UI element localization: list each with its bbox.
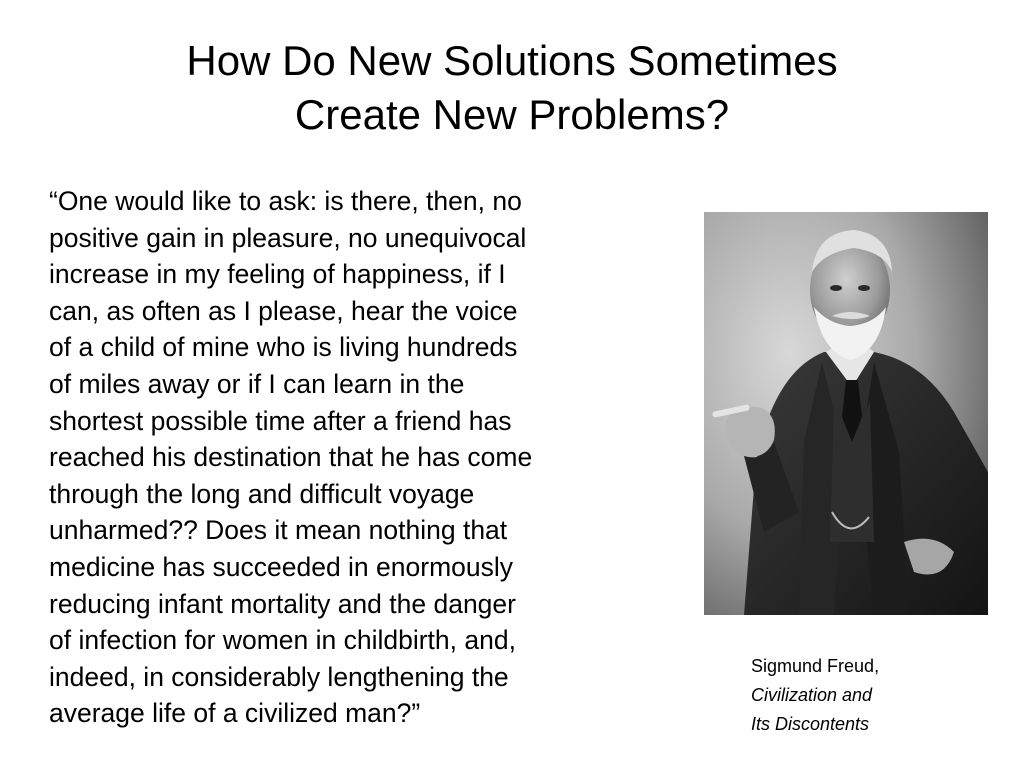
quote-line: of a child of mine who is living hundreds — [49, 332, 518, 363]
quote-line: average life of a civilized man?” — [49, 698, 421, 729]
quote-line: of infection for women in childbirth, and, — [49, 625, 516, 656]
image-caption — [751, 652, 971, 739]
quote-line: can, as often as I please, hear the voice — [49, 295, 518, 326]
quote-text — [49, 183, 694, 732]
caption-author: Sigmund Freud, — [751, 656, 880, 676]
quote-line: medicine has succeeded in enormously — [49, 551, 514, 582]
quote-line: positive gain in pleasure, no unequivocal — [49, 222, 527, 253]
quote-line: shortest possible time after a friend has — [49, 405, 512, 436]
quote-line: increase in my feeling of happiness, if I — [49, 259, 506, 290]
slide-title — [60, 34, 964, 142]
quote-line: through the long and difficult voyage — [49, 478, 475, 509]
portrait-photo — [704, 212, 988, 615]
quote-line: reached his destination that he has come — [49, 442, 533, 473]
slide-title-line-1: How Do New Solutions Sometimes — [186, 37, 838, 84]
caption-work-line: Its Discontents — [751, 714, 870, 734]
quote-line: “One would like to ask: is there, then, no — [49, 186, 522, 216]
quote-line: unharmed?? Does it mean nothing that — [49, 515, 508, 546]
portrait-photo-icon — [704, 212, 988, 615]
quote-line: indeed, in considerably lengthening the — [49, 661, 509, 692]
slide-title-line-2: Create New Problems? — [294, 91, 730, 138]
quote-line: of miles away or if I can learn in the — [49, 368, 465, 399]
quote-line: reducing infant mortality and the danger — [49, 588, 516, 619]
caption-work-line: Civilization and — [751, 685, 873, 705]
